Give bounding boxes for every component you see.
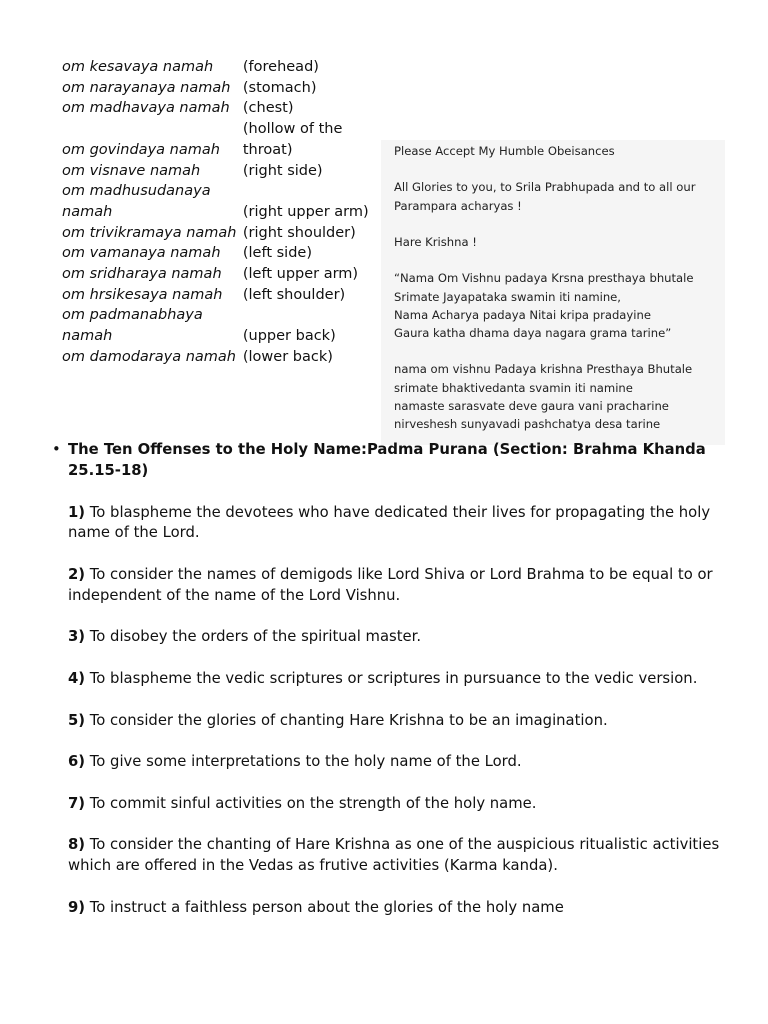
mantra-row (62, 285, 382, 306)
prayer-hare-krishna: Hare Krishna ! (394, 234, 477, 249)
prayer-verse-line: nirveshesh sunyavadi pashchatya desa tarine (394, 416, 661, 431)
mantra-body-place: (stomach) (242, 79, 317, 96)
mantra-body-place: (hollow of the throat) (242, 121, 343, 158)
offense-text: To consider the glories of chanting Hare Krishna to be an imagination. (85, 711, 608, 729)
offense-item (68, 503, 728, 545)
mantra-body-place: (right shoulder) (242, 224, 356, 241)
mantra-row (62, 119, 382, 160)
mantra-row (62, 347, 382, 368)
offense-item (68, 752, 728, 773)
offense-number: 8) (68, 836, 86, 854)
offense-item (68, 565, 728, 607)
mantra-name: om sridharaya namah (62, 266, 222, 283)
mantra-name: om trivikramaya namah (62, 224, 237, 241)
offense-number: 4) (68, 669, 86, 687)
prayer-verse-line: “Nama Om Vishnu padaya Krsna presthaya bhutale (394, 271, 694, 286)
mantra-body-place: (lower back) (242, 348, 333, 365)
mantra-body-place: (right upper arm) (242, 203, 369, 220)
prayer-verse-line: srimate bhaktivedanta svamin iti namine (394, 380, 633, 395)
mantra-body-place: (left shoulder) (242, 286, 346, 303)
mantra-body-place: (forehead) (242, 59, 319, 75)
offense-item (68, 627, 728, 648)
mantra-name: om narayanaya namah (62, 79, 231, 96)
mantra-name: om padmanabhaya namah (62, 307, 203, 345)
prayer-verse-line: Gaura katha dhama daya nagara grama tarine” (394, 325, 672, 340)
offense-text: To disobey the orders of the spiritual master. (85, 628, 422, 646)
mantra-body-place: (right side) (242, 162, 323, 179)
prayer-glories-line: All Glories to you, to Srila Prabhupada and to all our (394, 180, 696, 195)
offense-number: 7) (68, 794, 86, 812)
mantra-body-place: (left side) (242, 245, 312, 262)
prayer-verse-line: namaste sarasvate deve gaura vani pracharine (394, 398, 669, 413)
offense-number: 2) (68, 565, 86, 583)
offense-item (68, 669, 728, 690)
mantra-name: om damodaraya namah (62, 348, 236, 365)
prayer-verse-line: Srimate Jayapataka swamin iti namine, (394, 289, 621, 304)
offense-text: To consider the chanting of Hare Krishna as one of the auspicious ritualistic activities which are offered in the Vedas as frutive activities (Karma kanda). (68, 836, 720, 875)
offense-text: To consider the names of demigods like Lord Shiva or Lord Brahma to be equal to or independent of the name of the Lord Vishnu. (68, 565, 713, 604)
mantra-table (62, 57, 382, 368)
offense-item (68, 711, 728, 732)
prayer-greeting: Please Accept My Humble Obeisances (394, 144, 615, 158)
mantra-body-place: (left upper arm) (242, 266, 359, 283)
mantra-row (62, 264, 382, 285)
bullet-marker: • (52, 441, 61, 458)
mantra-name: om hrsikesaya namah (62, 286, 223, 303)
mantra-name: om govindaya namah (62, 141, 220, 158)
offense-text: To commit sinful activities on the strength of the holy name. (85, 794, 537, 812)
offense-number: 1) (68, 503, 86, 521)
offenses-section (52, 440, 728, 939)
mantra-row (62, 305, 382, 346)
offense-text: To blaspheme the vedic scriptures or scriptures in pursuance to the vedic version. (85, 669, 698, 687)
offense-number: 3) (68, 628, 86, 646)
mantra-row (62, 223, 382, 244)
offense-number: 5) (68, 711, 86, 729)
mantra-name: om visnave namah (62, 162, 201, 179)
mantra-row (62, 98, 382, 119)
offense-number: 6) (68, 753, 86, 771)
prayer-image (381, 140, 725, 445)
mantra-name: om madhavaya namah (62, 100, 230, 117)
offense-number: 9) (68, 898, 86, 916)
mantra-body-place: (upper back) (242, 328, 336, 345)
offense-text: To instruct a faithless person about the glories of the holy name (85, 898, 564, 916)
mantra-name: om kesavaya namah (62, 59, 214, 75)
offense-item (68, 898, 728, 919)
prayer-glories-line: Parampara acharyas ! (394, 198, 522, 213)
mantra-name: om madhusudanaya namah (62, 183, 211, 220)
mantra-row (62, 57, 382, 78)
prayer-verse-line: nama om vishnu Padaya krishna Presthaya Bhutale (394, 362, 693, 377)
offense-item (68, 794, 728, 815)
offense-text: To blaspheme the devotees who have dedicated their lives for propagating the holy name of the Lord. (68, 503, 711, 542)
mantra-row (62, 181, 382, 222)
offenses-heading: The Ten Offenses to the Holy Name:Padma Purana (Section: Brahma Khanda 25.15-18) (68, 441, 706, 479)
offense-item (68, 835, 728, 877)
prayer-verse-line: Nama Acharya padaya Nitai kripa pradayine (394, 307, 651, 322)
mantra-row (62, 243, 382, 264)
mantra-row (62, 161, 382, 182)
mantra-name: om vamanaya namah (62, 245, 221, 262)
mantra-body-place: (chest) (242, 100, 294, 117)
offense-text: To give some interpretations to the holy name of the Lord. (85, 753, 522, 771)
mantra-row (62, 78, 382, 99)
